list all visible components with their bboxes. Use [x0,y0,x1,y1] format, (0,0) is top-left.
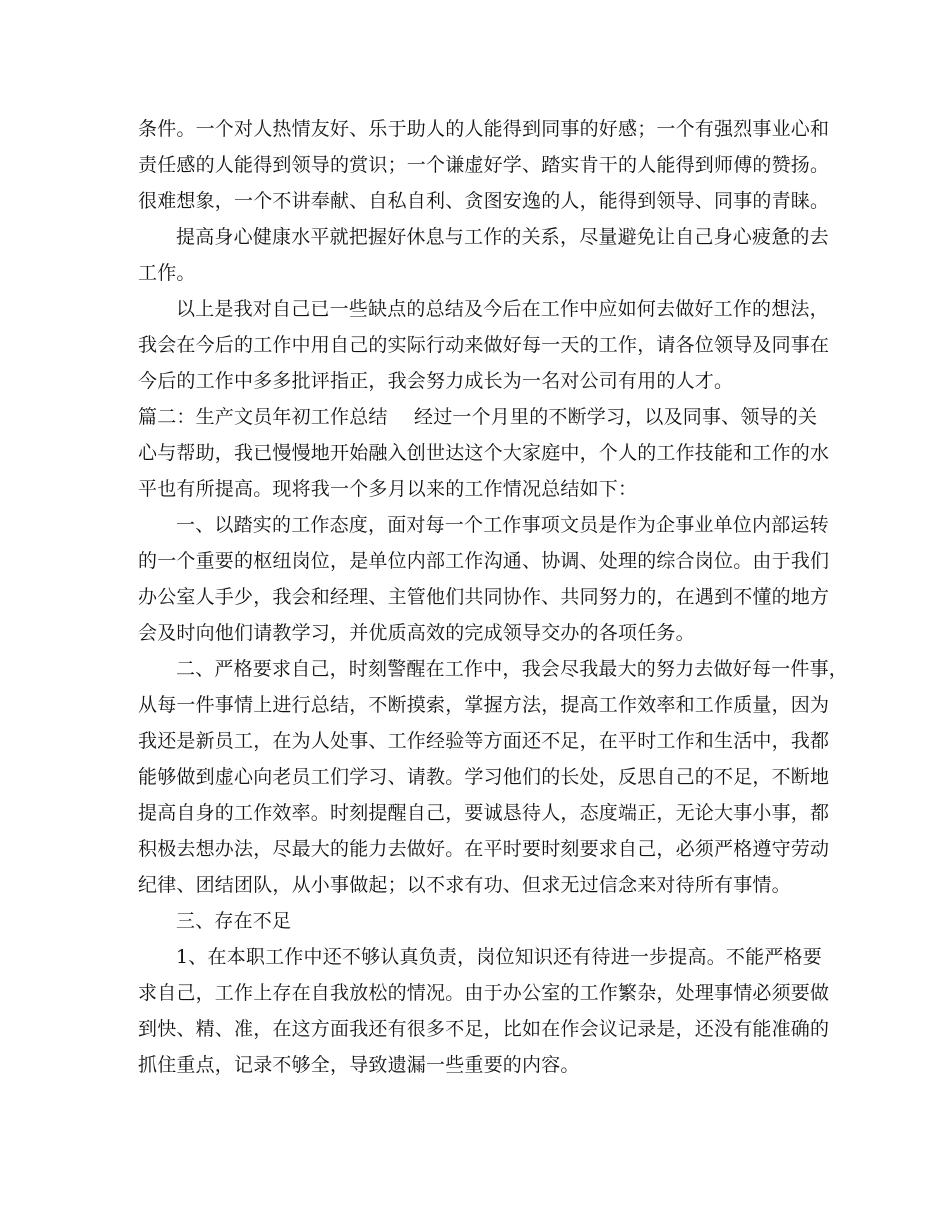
text-line: 提高自身的工作效率。时刻提醒自己，要诚恳待人，态度端正，无论大事小事，都 [138,802,830,824]
text-line: 提高身心健康水平就把握好休息与工作的关系，尽量避免让自己身心疲惫的去 [176,226,829,248]
text-line: 到快、精、准，在这方面我还有很多不足，比如在作会议记录是，还没有能准确的 [138,1018,830,1040]
text-line: 工作。 [138,262,196,284]
text-line: 经过一个月里的不断学习，以及同事、领导的关 [414,406,818,428]
text-line: 责任感的人能得到领导的赏识；一个谦虚好学、踏实肯干的人能得到师傅的赞扬。 [138,154,830,176]
text-line: 二、严格要求自己，时刻警醒在工作中，我会尽我最大的努力去做好每一件事， [176,658,849,680]
text-line: 很难想象，一个不讲奉献、自私自利、贪图安逸的人，能得到领导、同事的青睐。 [138,190,830,212]
text-line: 纪律、团结团队，从小事做起；以不求有功、但求无过信念来对待所有事情。 [138,874,791,896]
text-line: 从每一件事情上进行总结，不断摸索，掌握方法，提高工作效率和工作质量，因为 [138,694,830,716]
text-line: 心与帮助，我已慢慢地开始融入创世达这个大家庭中，个人的工作技能和工作的水 [138,442,830,464]
section-heading: 篇二：生产文员年初工作总结 [138,406,388,428]
text-line: 会及时向他们请教学习，并优质高效的完成领导交办的各项任务。 [138,622,695,644]
text-line: 抓住重点，记录不够全，导致遗漏一些重要的内容。 [138,1054,580,1076]
text-line: 我会在今后的工作中用自己的实际行动来做好每一天的工作，请各位领导及同事在 [138,334,830,356]
text-line: 1、在本职工作中还不够认真负责，岗位知识还有待进一步提高。不能严格要 [176,946,822,968]
text-line: 三、存在不足 [176,910,292,932]
text-line: 办公室人手少，我会和经理、主管他们共同协作、共同努力的，在遇到不懂的地方 [138,586,830,608]
text-line: 求自己，工作上存在自我放松的情况。由于办公室的工作繁杂，处理事情必须要做 [138,982,830,1004]
text-line: 我还是新员工，在为人处事、工作经验等方面还不足，在平时工作和生活中，我都 [138,730,830,752]
text-line: 能够做到虚心向老员工们学习、请教。学习他们的长处，反思自己的不足，不断地 [138,766,830,788]
text-line: 平也有所提高。现将我一个多月以来的工作情况总结如下： [138,478,638,500]
text-line: 的一个重要的枢纽岗位，是单位内部工作沟通、协调、处理的综合岗位。由于我们 [138,550,830,572]
text-line: 以上是我对自己已一些缺点的总结及今后在工作中应如何去做好工作的想法， [176,298,829,320]
text-line: 今后的工作中多多批评指正，我会努力成长为一名对公司有用的人才。 [138,370,734,392]
text-line: 积极去想办法，尽最大的能力去做好。在平时要时刻要求自己，必须严格遵守劳动 [138,838,830,860]
text-line: 一、以踏实的工作态度，面对每一个工作事项文员是作为企事业单位内部运转 [176,514,829,536]
text-line: 条件。一个对人热情友好、乐于助人的人能得到同事的好感；一个有强烈事业心和 [138,118,830,140]
